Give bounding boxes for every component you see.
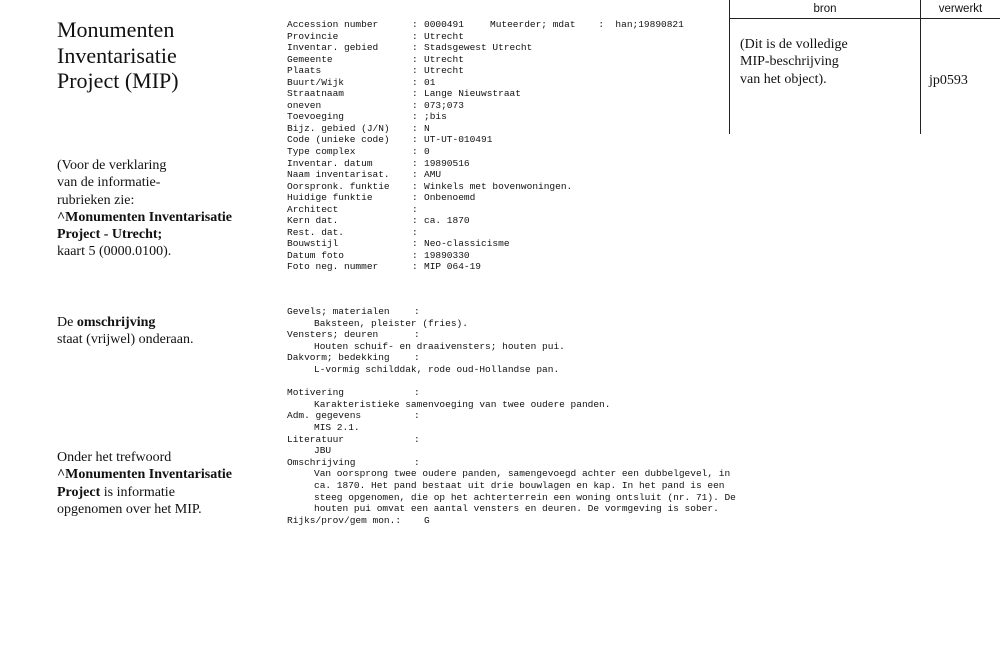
- field-label: Gemeente: [287, 53, 333, 65]
- section-separator: :: [414, 456, 420, 468]
- field-label: Rest. dat.: [287, 226, 345, 238]
- field-row: [287, 146, 430, 158]
- field-separator: :: [412, 249, 418, 261]
- section-separator: :: [414, 433, 420, 445]
- field-value: 073;073: [424, 99, 464, 111]
- section-gap: [287, 376, 736, 388]
- field-extra: Muteerder; mdat : han;19890821: [490, 19, 684, 30]
- field-value: Utrecht: [424, 65, 464, 77]
- field-separator: :: [412, 215, 418, 227]
- field-value: Utrecht: [424, 30, 464, 42]
- field-value: Onbenoemd: [424, 192, 476, 204]
- section-label: Motivering: [287, 387, 345, 399]
- section-label: Gevels; materialen: [287, 306, 390, 317]
- note-line: staat (vrijwel) onderaan.: [57, 332, 194, 348]
- section-label: Dakvorm; bedekking: [287, 352, 390, 364]
- section-text: MIS 2.1.: [314, 421, 360, 433]
- description-sections: [287, 306, 736, 526]
- section-text: ca. 1870. Het pand bestaat uit drie bouwlagen en kap. In het pand is een: [314, 479, 725, 491]
- field-separator: :: [412, 134, 418, 146]
- field-separator: :: [412, 30, 418, 42]
- note-line: kaart 5 (0000.0100).: [57, 244, 172, 260]
- field-label: Foto neg. nummer: [287, 261, 379, 273]
- field-separator: :: [412, 122, 418, 134]
- description-hint-note: [57, 314, 193, 349]
- field-value: AMU: [424, 169, 442, 181]
- verwerkt-code: jp0593: [929, 73, 968, 88]
- section-separator: :: [414, 387, 420, 399]
- field-row: [287, 238, 510, 250]
- field-row: [287, 249, 470, 262]
- note-bold-line: ^Monumenten Inventarisatie: [57, 209, 232, 225]
- field-value: Stadsgewest Utrecht: [424, 42, 533, 54]
- section-text: Karakteristieke samenvoeging van twee oudere panden.: [314, 398, 611, 410]
- field-label: Plaats: [287, 65, 322, 77]
- field-label: Bijz. gebied (J/N): [287, 122, 390, 134]
- section-label: Omschrijving: [287, 456, 356, 468]
- field-separator: :: [412, 146, 418, 158]
- field-label: Code (unieke code): [287, 134, 390, 146]
- field-separator: :: [412, 42, 418, 54]
- section-header-literatuur: [287, 434, 736, 446]
- field-value: UT-UT-010491: [424, 134, 493, 146]
- field-label: Oorspronk. funktie: [287, 180, 390, 192]
- section-separator: :: [414, 306, 420, 317]
- section-header-omschrijving: [287, 457, 736, 469]
- document-title: [57, 17, 179, 94]
- field-label: Buurt/Wijk: [287, 76, 345, 88]
- bron-line: MIP-beschrijving: [740, 54, 839, 70]
- field-label: Accession number: [287, 19, 379, 30]
- record-fields: [287, 19, 684, 273]
- field-label: Bouwstijl: [287, 238, 339, 250]
- field-separator: :: [412, 169, 418, 181]
- field-label: Kern dat.: [287, 215, 339, 227]
- field-row: [287, 111, 447, 123]
- section-header-dakvorm: [287, 352, 736, 364]
- field-row: [287, 261, 482, 273]
- field-separator: :: [412, 157, 418, 169]
- section-text: L-vormig schilddak, rode oud-Hollandse pan.: [314, 363, 560, 375]
- field-row: [287, 226, 418, 239]
- note-line: Onder het trefwoord: [57, 450, 172, 465]
- field-separator: :: [412, 180, 418, 192]
- field-value: Lange Nieuwstraat: [424, 88, 521, 100]
- field-label: Inventar. datum: [287, 157, 373, 169]
- section-text: JBU: [314, 445, 332, 457]
- explanation-note: [57, 157, 232, 261]
- field-value: Winkels met bovenwoningen.: [424, 180, 573, 192]
- field-separator: :: [412, 88, 418, 100]
- field-row: [287, 203, 418, 216]
- field-value: MIP 064-19: [424, 261, 482, 273]
- field-separator: :: [412, 238, 418, 250]
- verwerkt-header: verwerkt: [938, 3, 983, 15]
- field-row: [287, 215, 470, 227]
- field-row: [287, 65, 464, 77]
- note-line: (Voor de verklaring: [57, 158, 167, 173]
- section-separator: :: [414, 352, 420, 364]
- section-label: Literatuur: [287, 433, 345, 445]
- note-bold: omschrijving: [76, 315, 156, 330]
- section-text: Baksteen, pleister (fries).: [314, 317, 468, 329]
- bron-verwerkt-box: [729, 0, 1000, 134]
- field-value: 19890516: [424, 157, 470, 169]
- bron-line: (Dit is de volledige: [740, 37, 848, 52]
- bron-header: bron: [813, 3, 837, 15]
- section-header-motivering: [287, 387, 736, 399]
- field-row: [287, 53, 464, 66]
- field-value: ca. 1870: [424, 215, 470, 227]
- field-separator: :: [412, 19, 418, 30]
- field-row: [287, 122, 430, 135]
- field-value: Neo-classicisme: [424, 238, 510, 250]
- note-bold-line: ^Monumenten Inventarisatie: [57, 467, 232, 483]
- field-label: Toevoeging: [287, 111, 345, 123]
- note-text: De: [57, 315, 77, 330]
- field-row: [287, 42, 533, 54]
- field-row: [287, 157, 470, 170]
- keyword-note: [57, 449, 232, 518]
- field-value: ;bis: [424, 111, 447, 123]
- note-line: opgenomen over het MIP.: [57, 501, 202, 517]
- field-value: 19890330: [424, 249, 470, 261]
- field-label: Inventar. gebied: [287, 42, 379, 54]
- field-row-accession: [287, 19, 684, 31]
- section-header-gevels: [287, 306, 736, 318]
- bron-line: van het object).: [740, 71, 827, 87]
- field-label: Provincie: [287, 30, 339, 42]
- bron-text: [740, 36, 848, 88]
- field-label: oneven: [287, 99, 322, 111]
- field-label: Straatnaam: [287, 88, 345, 100]
- section-header-rijks: [287, 515, 736, 527]
- field-separator: :: [412, 192, 418, 204]
- note-bold: Project: [57, 484, 101, 500]
- field-row: [287, 180, 573, 193]
- box-left-border: [729, 0, 730, 134]
- note-text: is informatie: [100, 484, 175, 500]
- section-header-vensters: [287, 329, 736, 341]
- field-separator: :: [412, 226, 418, 238]
- field-label: Naam inventarisat.: [287, 169, 390, 181]
- section-text: Van oorsprong twee oudere panden, samengevoegd achter een dubbelgevel, in: [314, 468, 731, 480]
- field-row: [287, 76, 436, 89]
- field-row: [287, 192, 476, 204]
- box-divider: [920, 0, 921, 134]
- section-label: Adm. gegevens: [287, 410, 362, 422]
- field-separator: :: [412, 261, 418, 273]
- field-label: Architect: [287, 203, 339, 215]
- section-text: houten pui omvat een aantal vensters en deuren. De vormgeving is sober.: [314, 503, 719, 515]
- note-line: rubrieken zie:: [57, 192, 135, 208]
- field-row: [287, 99, 464, 112]
- field-value: N: [424, 122, 430, 134]
- field-separator: :: [412, 53, 418, 65]
- field-row: [287, 134, 493, 146]
- field-separator: :: [412, 111, 418, 123]
- field-separator: :: [412, 76, 418, 88]
- box-header-rule: [729, 18, 1000, 19]
- note-bold-line: Project - Utrecht;: [57, 227, 163, 243]
- section-separator: :: [414, 410, 420, 422]
- section-header-adm: [287, 410, 736, 422]
- field-value: 01: [424, 76, 436, 88]
- field-value: 0: [424, 146, 430, 158]
- field-value: 0000491: [424, 19, 464, 30]
- field-separator: :: [412, 203, 418, 215]
- section-label: Rijks/prov/gem mon.:: [287, 514, 402, 526]
- field-row: [287, 169, 442, 181]
- field-label: Type complex: [287, 146, 356, 158]
- field-row: [287, 88, 521, 100]
- section-label: Vensters; deuren: [287, 329, 379, 341]
- field-label: Huidige funktie: [287, 192, 373, 204]
- field-row: [287, 30, 464, 43]
- field-value: Utrecht: [424, 53, 464, 65]
- field-label: Datum foto: [287, 249, 345, 261]
- field-separator: :: [412, 99, 418, 111]
- section-separator: :: [414, 329, 420, 341]
- section-text: Houten schuif- en draaivensters; houten pui.: [314, 340, 565, 352]
- section-value: G: [424, 514, 430, 526]
- section-text: steeg opgenomen, die op het achterterrein een woning ontsluit (nr. 71). De: [314, 491, 736, 503]
- field-separator: :: [412, 65, 418, 77]
- title-line: Monumenten: [57, 17, 175, 42]
- title-line: Inventarisatie: [57, 42, 177, 68]
- note-line: van de informatie-: [57, 175, 161, 191]
- title-line: Project (MIP): [57, 68, 179, 93]
